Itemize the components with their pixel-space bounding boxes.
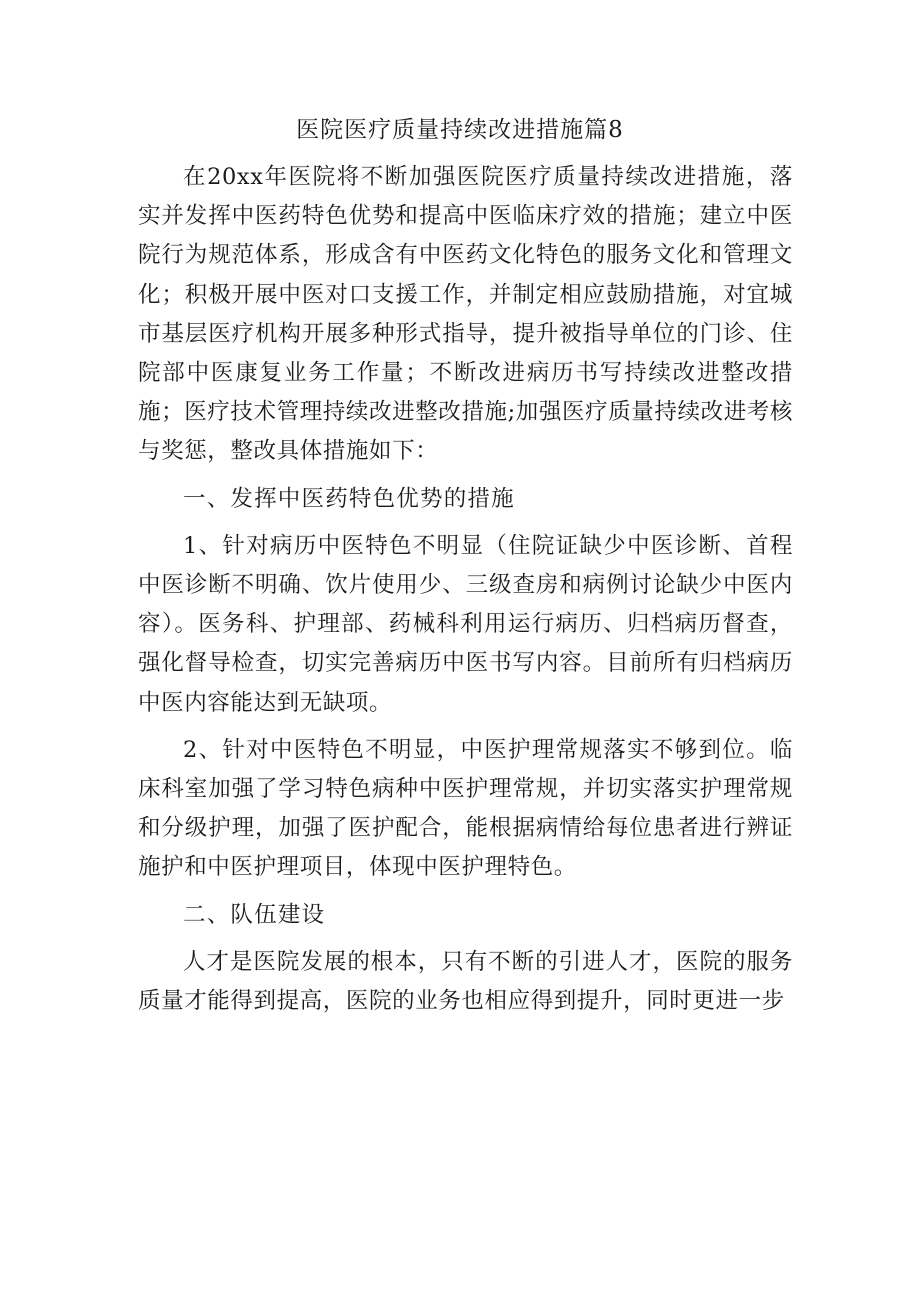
intro-paragraph: 在20xx年医院将不断加强医院医疗质量持续改进措施，落实并发挥中医药特色优势和提高中医临床疗效的措施；建立中医院行为规范体系，形成含有中医药文化特色的服务文化和管理文化；积极开展中医对口支援工作，并制定相应鼓励措施，对宜城市基层医疗机构开展多种形式指导，提升被指导单位的门诊、住院部中医康复业务工作量；不断改进病历书写持续改进整改措施；医疗技术管理持续改进整改措施;加强医疗质量持续改进考核与奖惩，整改具体措施如下：: [138, 164, 793, 465]
talent-paragraph: 人才是医院发展的根本，只有不断的引进人才，医院的服务质量才能得到提高，医院的业务也相应得到提升，同时更进一步: [138, 948, 793, 1015]
paragraph-item-1: 1、针对病历中医特色不明显（住院证缺少中医诊断、首程中医诊断不明确、饮片使用少、三级查房和病例讨论缺少中医内容）。医务科、护理部、药械科利用运行病历、归档病历督查，强化督导检查，切实完善病历中医书写内容。目前所有归档病历中医内容能达到无缺项。: [138, 532, 793, 716]
paragraph-item-2: 2、针对中医特色不明显，中医护理常规落实不够到位。临床科室加强了学习特色病种中医护理常规，并切实落实护理常规和分级护理，加强了医护配合，能根据病情给每位患者进行辨证施护和中医护理项目，体现中医护理特色。: [138, 736, 793, 881]
document-title: 医院医疗质量持续改进措施篇8: [296, 117, 624, 143]
section-heading-2: 二、队伍建设: [183, 901, 326, 928]
section-heading-1: 一、发挥中医药特色优势的措施: [183, 485, 515, 512]
document-body: [138, 158, 793, 1021]
